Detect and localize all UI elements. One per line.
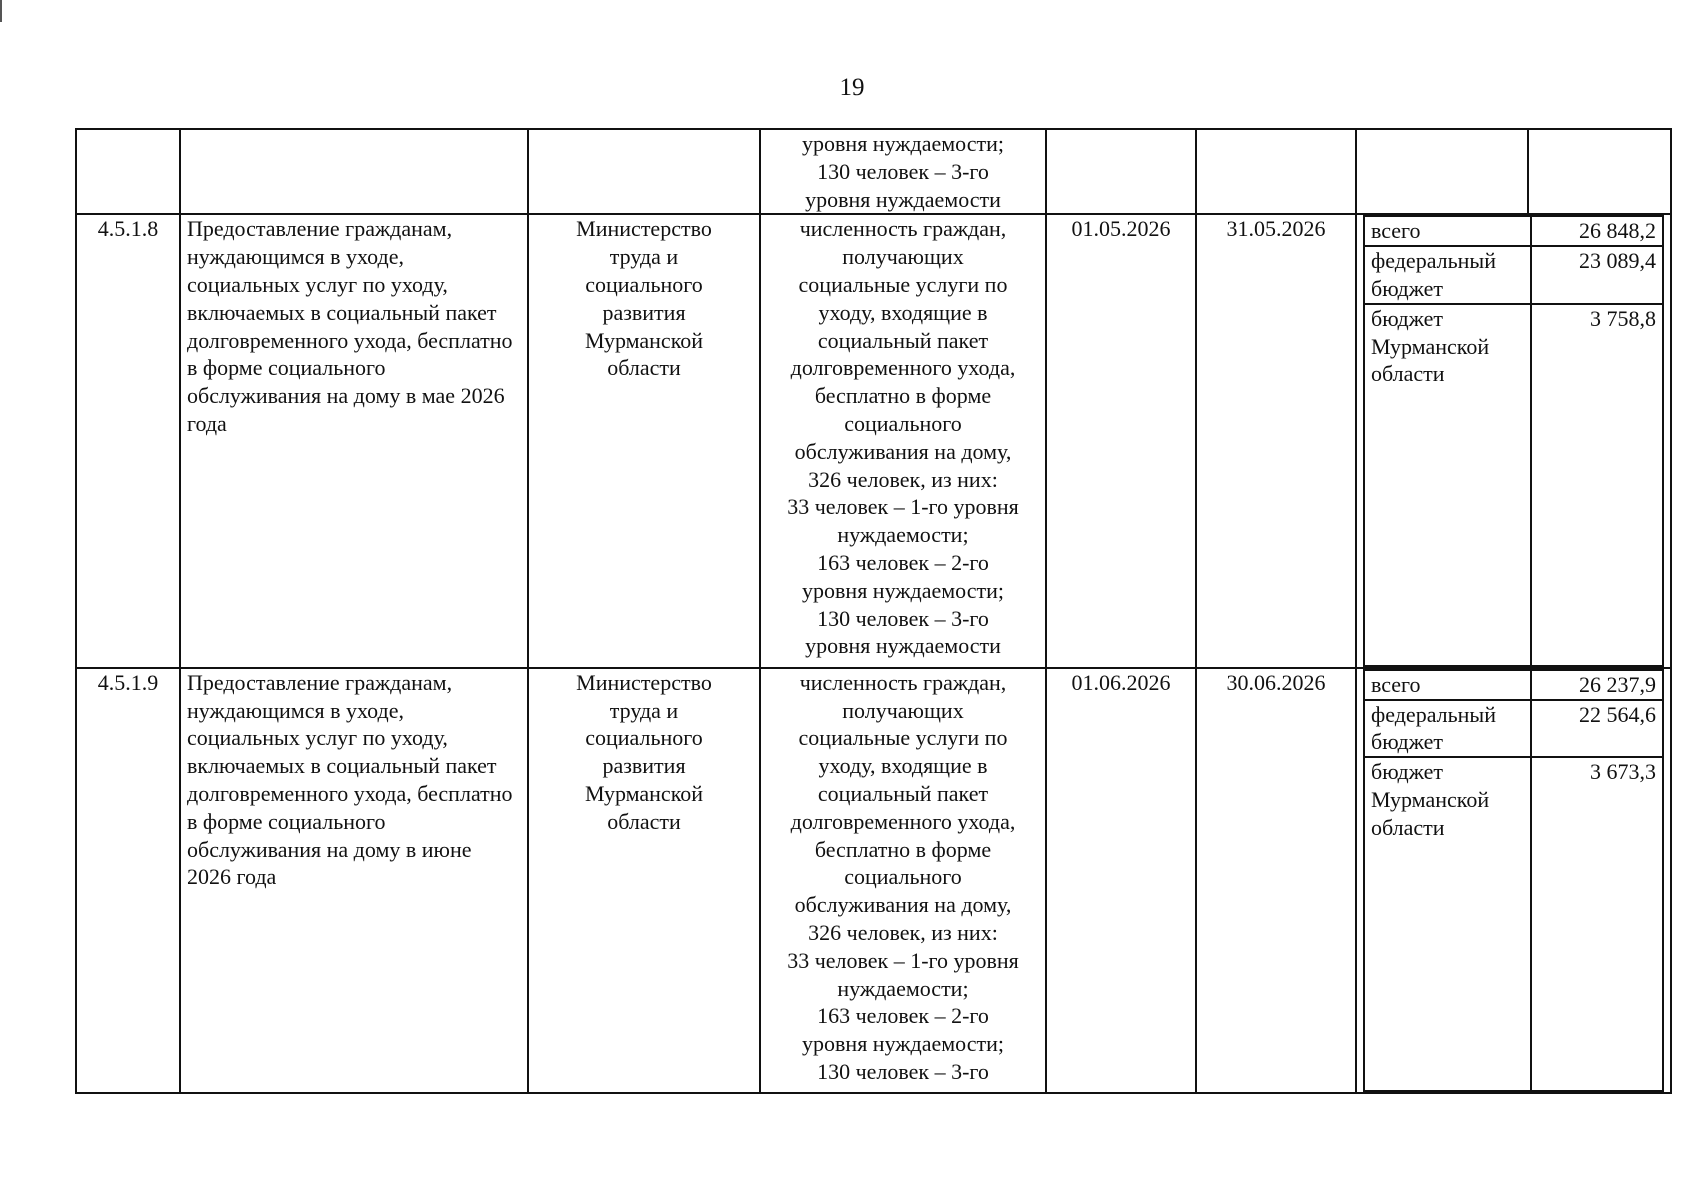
- finance-row: [1364, 304, 1663, 666]
- finance-cell: [1356, 668, 1671, 1093]
- executor: Министерство труда и социального развития Мурманской области: [528, 668, 760, 1093]
- indicator: численность граждан, получающих социальные услуги по уходу, входящие в социальный пакет долговременного ухода, бесплатно в форме социального обслуживания на дому, 326 человек, из них: 33 человек – 1-го уровня нуждаемости; 163 человек – 2-го уровня нуждаемости; 130 человек – 3-го уровня нуждаемости: [760, 214, 1046, 667]
- finance-row: [1364, 700, 1663, 758]
- activities-table: [75, 128, 1672, 1094]
- finance-source: бюджет Мурманской области: [1364, 757, 1531, 1091]
- finance-amount: 3 673,3: [1531, 757, 1663, 1091]
- row-number: 4.5.1.9: [76, 668, 180, 1093]
- activity-name: Предоставление гражданам, нуждающимся в уходе, социальных услуг по уходу, включаемых в социальный пакет долговременного ухода, бесплатно в форме социального обслуживания на дому в июне 2026 года: [180, 668, 528, 1093]
- finance-table: [1363, 215, 1664, 666]
- cell-start-date: [1046, 129, 1196, 214]
- end-date: 30.06.2026: [1196, 668, 1356, 1093]
- finance-amount: 23 089,4: [1531, 246, 1663, 304]
- finance-source: федеральный бюджет: [1364, 700, 1531, 758]
- cell-num: [76, 129, 180, 214]
- table-row: [76, 668, 1671, 1093]
- cell-indicator: уровня нуждаемости; 130 человек – 3-го уровня нуждаемости: [760, 129, 1046, 214]
- cell-end-date: [1196, 129, 1356, 214]
- executor: Министерство труда и социального развития Мурманской области: [528, 214, 760, 667]
- finance-row: [1364, 670, 1663, 700]
- finance-amount: 3 758,8: [1531, 304, 1663, 666]
- finance-source: всего: [1364, 670, 1531, 700]
- start-date: 01.06.2026: [1046, 668, 1196, 1093]
- cell-source: [1356, 129, 1528, 214]
- finance-table: [1363, 669, 1664, 1092]
- finance-amount: 26 237,9: [1531, 670, 1663, 700]
- continuation-row: [76, 129, 1671, 214]
- finance-amount: 22 564,6: [1531, 700, 1663, 758]
- finance-amount: 26 848,2: [1531, 216, 1663, 246]
- finance-cell: [1356, 214, 1671, 667]
- scan-edge-mark: [0, 0, 2, 22]
- finance-row: [1364, 216, 1663, 246]
- finance-source: бюджет Мурманской области: [1364, 304, 1531, 666]
- cell-amount: [1528, 129, 1671, 214]
- table-row: [76, 214, 1671, 667]
- row-number: 4.5.1.8: [76, 214, 180, 667]
- finance-source: всего: [1364, 216, 1531, 246]
- cell-name: [180, 129, 528, 214]
- end-date: 31.05.2026: [1196, 214, 1356, 667]
- finance-row: [1364, 246, 1663, 304]
- cell-executor: [528, 129, 760, 214]
- page-number: 19: [839, 74, 865, 101]
- finance-source: федеральный бюджет: [1364, 246, 1531, 304]
- activity-name: Предоставление гражданам, нуждающимся в уходе, социальных услуг по уходу, включаемых в социальный пакет долговременного ухода, бесплатно в форме социального обслуживания на дому в мае 2026 года: [180, 214, 528, 667]
- indicator: численность граждан, получающих социальные услуги по уходу, входящие в социальный пакет долговременного ухода, бесплатно в форме социального обслуживания на дому, 326 человек, из них: 33 человек – 1-го уровня нуждаемости; 163 человек – 2-го уровня нуждаемости; 130 человек – 3-го: [760, 668, 1046, 1093]
- start-date: 01.05.2026: [1046, 214, 1196, 667]
- finance-row: [1364, 757, 1663, 1091]
